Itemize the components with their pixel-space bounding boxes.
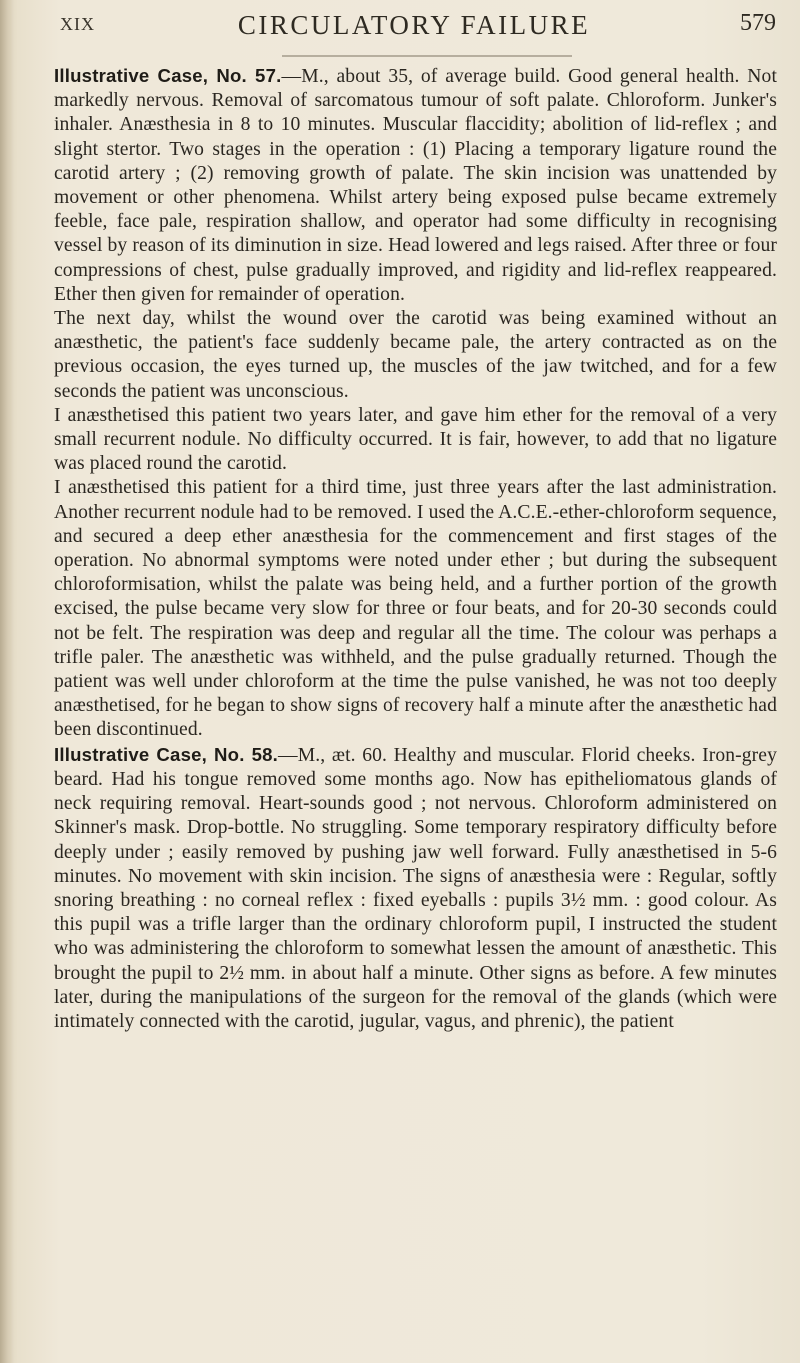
- paragraph-case-58: [54, 743, 777, 1034]
- header-rule: [282, 55, 572, 57]
- page-number: 579: [740, 10, 776, 36]
- running-header: [52, 10, 776, 50]
- paragraph-text: —M., æt. 60. Healthy and muscular. Florid cheeks. Iron-grey beard. Had his tongue removed some months ago. Now has epitheliomatous glands of neck requiring removal. Heart-sounds good ; not nervous. Chloroform administered on Skinner's mask. Drop-bottle. No struggling. Some temporary respiratory difficulty before deeply under ; easily removed by pushing jaw well forward. Fully anæsthetised in 5-6 minutes. No movement with skin incision. The signs of anæsthesia were : Regular, softly snoring breathing : no corneal reflex : fixed eyeballs : pupils 3½ mm. : good colour. As this pupil was a trifle larger than the ordinary chloroform pupil, I instructed the student who was administering the chloroform to somewhat lessen the amount of anæsthetic. This brought the pupil to 2½ mm. in about half a minute. Other signs as before. A few minutes later, during the manipulations of the surgeon for the removal of the glands (which were intimately connected with the carotid, jugular, vagus, and phrenic), the patient: [54, 744, 777, 1032]
- paragraph-case-57: [54, 64, 777, 307]
- case-heading-57: Illustrative Case, No. 57.: [54, 65, 282, 86]
- paragraph-third-time: [54, 476, 777, 742]
- running-title: CIRCULATORY FAILURE: [237, 10, 591, 40]
- paragraph-next-day: [54, 307, 777, 404]
- paragraph-text: I anæsthetised this patient for a third time, just three years after the last administration. Another recurrent nodule had to be removed. I used the A.C.E.-ether-chloroform sequence, and secured a deep ether anæsthesia for the commencement and first stages of the operation. No abnormal symptoms were noted under ether ; but during the subsequent chloroformisation, whilst the palate was being held, and a further portion of the growth excised, the pulse became very slow for three or four beats, and for 20-30 seconds could not be felt. The respiration was deep and regular all the time. The colour was perhaps a trifle paler. The anæsthetic was withheld, and the pulse gradually returned. Though the patient was well under chloroform at the time the pulse vanished, he was not too deeply anæsthetised, for he began to show signs of recovery half a minute after the anæsthetic had been discontinued.: [54, 477, 777, 741]
- paragraph-text: The next day, whilst the wound over the carotid was being examined without an anæsthetic, the patient's face suddenly became pale, the artery contracted as on the previous occasion, the eyes turned up, the muscles of the jaw twitched, and for a few seconds the patient was unconscious.: [54, 308, 777, 402]
- binding-gutter-shadow: [0, 0, 14, 1363]
- body-text: [54, 64, 777, 1034]
- paragraph-two-years-later: [54, 404, 777, 477]
- paragraph-text: —M., about 35, of average build. Good general health. Not markedly nervous. Removal of sarcomatous tumour of soft palate. Chloroform. Junker's inhaler. Anæsthesia in 8 to 10 minutes. Muscular flaccidity; abolition of lid-reflex ; and slight stertor. Two stages in the operation : (1) Placing a temporary ligature round the carotid artery ; (2) removing growth of palate. The skin incision was unattended by movement or other phenomena. Whilst artery being exposed pulse became extremely feeble, face pale, respiration shallow, and operator had some difficulty in recognising vessel by reason of its diminution in size. Head lowered and legs raised. After three or four compressions of chest, pulse gradually improved, and rigidity and lid-reflex reappeared. Ether then given for remainder of operation.: [54, 66, 777, 305]
- section-roman-numeral: XIX: [60, 14, 95, 34]
- paragraph-text: I anæsthetised this patient two years later, and gave him ether for the removal of a very small recurrent nodule. No difficulty occurred. It is fair, however, to add that no ligature was placed round the carotid.: [54, 404, 777, 475]
- case-heading-58: Illustrative Case, No. 58.: [54, 743, 279, 765]
